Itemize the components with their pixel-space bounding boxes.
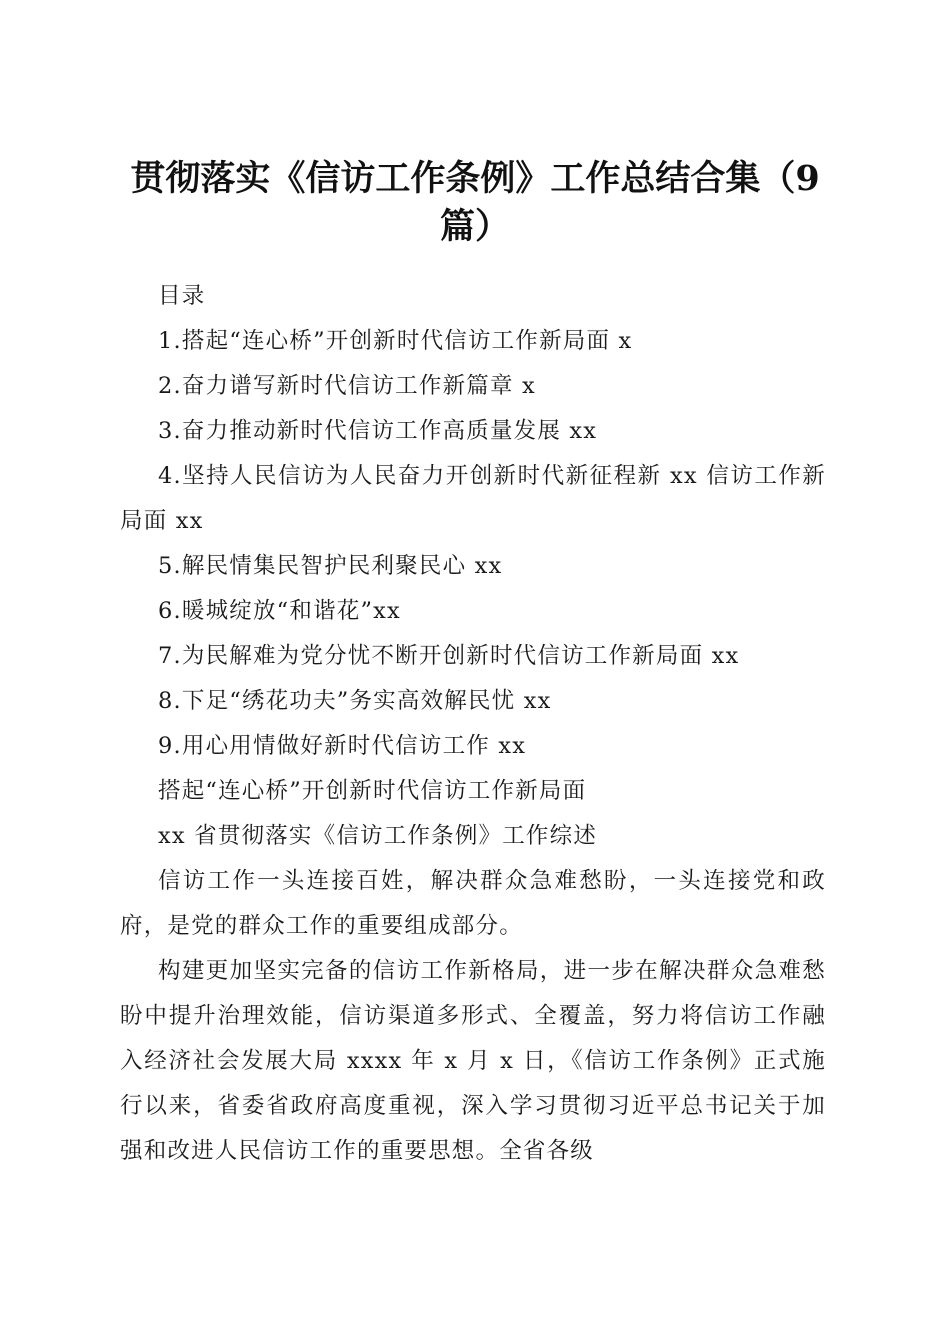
- toc-item: 3.奋力推动新时代信访工作高质量发展 xx: [158, 418, 598, 444]
- body-paragraph: 构建更加坚实完备的信访工作新格局，进一步在解决群众急难愁盼中提升治理效能，信访渠道多形式、全覆盖，努力将信访工作融入经济社会发展大局 xxxx 年 x 月 x 日，《信访工作条例》正式施行以来，省委省政府高度重视，深入学习贯彻习近平总书记关于加强和改进人民信访工作的重要思想。全省各级: [120, 958, 826, 1164]
- toc-item: 1.搭起“连心桥”开创新时代信访工作新局面 x: [158, 328, 633, 354]
- toc-item: 8.下足“绣花功夫”务实高效解民忧 xx: [158, 688, 552, 714]
- toc-item: 4.坚持人民信访为人民奋力开创新时代新征程新 xx 信访工作新局面 xx: [120, 463, 826, 534]
- body-paragraph: 信访工作一头连接百姓，解决群众急难愁盼，一头连接党和政府，是党的群众工作的重要组成部分。: [120, 868, 826, 939]
- section-title: 搭起“连心桥”开创新时代信访工作新局面: [158, 778, 587, 804]
- toc-item: 7.为民解难为党分忧不断开创新时代信访工作新局面 xx: [158, 643, 740, 669]
- document-body: [120, 274, 826, 1174]
- toc-item: 9.用心用情做好新时代信访工作 xx: [158, 733, 527, 759]
- toc-heading: 目录: [158, 283, 206, 309]
- toc-item: 6.暖城绽放“和谐花”xx: [158, 598, 401, 624]
- document-title: 贯彻落实《信访工作条例》工作总结合集（9篇）: [130, 158, 820, 248]
- toc-item: 2.奋力谱写新时代信访工作新篇章 x: [158, 373, 536, 399]
- toc-item: 5.解民情集民智护民利聚民心 xx: [158, 553, 503, 579]
- section-subtitle: xx 省贯彻落实《信访工作条例》工作综述: [158, 823, 598, 849]
